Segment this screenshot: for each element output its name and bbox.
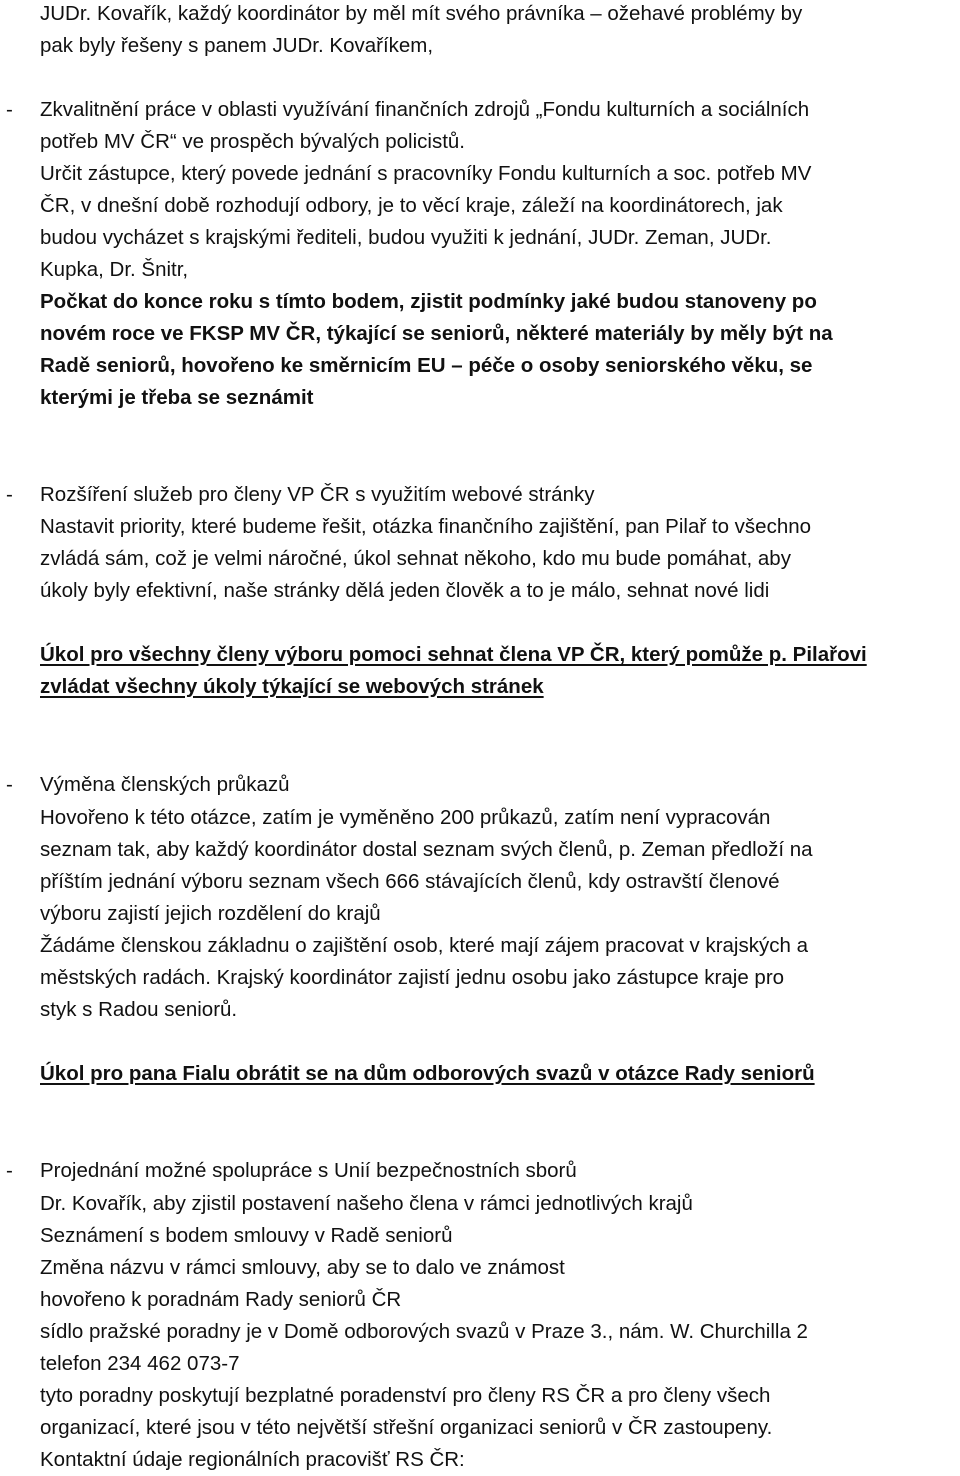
body-line: Kontaktní údaje regionálních pracovišť RS ČR: (40, 1448, 465, 1471)
bold-line: novém roce ve FKSP MV ČR, týkající se seniorů, některé materiály by měly být na (40, 322, 833, 345)
body-line: Kupka, Dr. Šnitr, (40, 258, 189, 281)
bold-line: Počkat do konce roku s tímto bodem, zjistit podmínky jaké budou stanoveny po (40, 290, 817, 313)
body-line: Seznámení s bodem smlouvy v Radě seniorů (40, 1224, 453, 1247)
body-line: sídlo pražské poradny je v Domě odborových svazů v Praze 3., nám. W. Churchilla 2 (40, 1320, 808, 1343)
body-line: Žádáme členskou základnu o zajištění osob, které mají zájem pracovat v krajských a (40, 934, 808, 957)
task-line: Úkol pro pana Fialu obrátit se na dům odborových svazů v otázce Rady seniorů (40, 1062, 815, 1085)
intro-line: JUDr. Kovařík, každý koordinátor by měl mít svého právníka – ožehavé problémy by (40, 2, 803, 25)
body-line: Změna názvu v rámci smlouvy, aby se to dalo ve známost (40, 1256, 565, 1279)
body-line: zvládá sám, což je velmi náročné, úkol sehnat někoho, kdo mu bude pomáhat, aby (40, 547, 791, 570)
body-line: Hovořeno k této otázce, zatím je vyměněno 200 průkazů, zatím není vypracován (40, 806, 771, 829)
body-line: Dr. Kovařík, aby zjistil postavení našeho člena v rámci jednotlivých krajů (40, 1192, 693, 1215)
bullet-dash: - (6, 483, 13, 506)
body-line: úkoly byly efektivní, naše stránky dělá jeden člověk a to je málo, sehnat nové lidi (40, 579, 770, 602)
body-line: tyto poradny poskytují bezplatné poradenství pro členy RS ČR a pro členy všech (40, 1384, 771, 1407)
section-heading: potřeb MV ČR“ ve prospěch bývalých policistů. (40, 130, 465, 153)
body-line: příštím jednání výboru seznam všech 666 stávajících členů, kdy ostravští členové (40, 870, 780, 893)
section-heading: Projednání možné spolupráce s Unií bezpečnostních sborů (40, 1159, 577, 1182)
bullet-dash: - (6, 773, 13, 796)
body-line: hovořeno k poradnám Rady seniorů ČR (40, 1288, 402, 1311)
section-heading: Rozšíření služeb pro členy VP ČR s využitím webové stránky (40, 483, 595, 506)
body-line: budou vycházet s krajskými řediteli, budou využiti k jednání, JUDr. Zeman, JUDr. (40, 226, 772, 249)
task-line: zvládat všechny úkoly týkající se webových stránek (40, 675, 544, 698)
body-line: telefon 234 462 073-7 (40, 1352, 240, 1375)
intro-line: pak byly řešeny s panem JUDr. Kovaříkem, (40, 34, 434, 57)
section-heading: Zkvalitnění práce v oblasti využívání finančních zdrojů „Fondu kulturních a sociálních (40, 98, 810, 121)
body-line: ČR, v dnešní době rozhodují odbory, je to věcí kraje, záleží na koordinátorech, jak (40, 194, 783, 217)
body-line: výboru zajistí jejich rozdělení do krajů (40, 902, 381, 925)
body-line: organizací, které jsou v této největší střešní organizaci seniorů v ČR zastoupeny. (40, 1416, 773, 1439)
section-heading: Výměna členských průkazů (40, 773, 290, 796)
body-line: styk s Radou seniorů. (40, 998, 238, 1021)
body-line: městských radách. Krajský koordinátor zajistí jednu osobu jako zástupce kraje pro (40, 966, 785, 989)
body-line: Nastavit priority, které budeme řešit, otázka finančního zajištění, pan Pilař to všechno (40, 515, 812, 538)
body-line: Určit zástupce, který povede jednání s pracovníky Fondu kulturních a soc. potřeb MV (40, 162, 812, 185)
body-line: seznam tak, aby každý koordinátor dostal seznam svých členů, p. Zeman předloží na (40, 838, 813, 861)
bold-line: Radě seniorů, hovořeno ke směrnicím EU – péče o osoby seniorského věku, se (40, 354, 813, 377)
bold-line: kterými je třeba se seznámit (40, 386, 314, 409)
bullet-dash: - (6, 1159, 13, 1182)
bullet-dash: - (6, 98, 13, 121)
task-line: Úkol pro všechny členy výboru pomoci sehnat člena VP ČR, který pomůže p. Pilařovi (40, 643, 867, 666)
